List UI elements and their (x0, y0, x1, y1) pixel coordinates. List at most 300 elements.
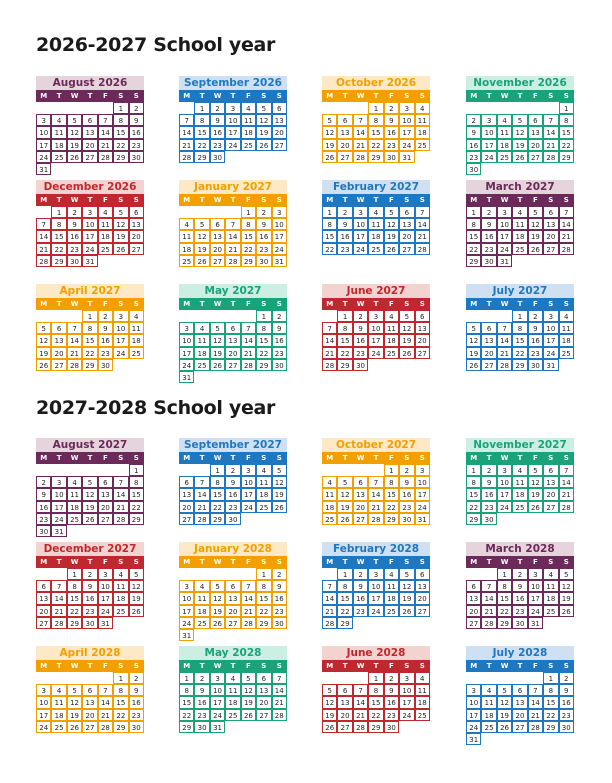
day-cell: 19 (194, 243, 209, 255)
day-cell: 13 (353, 488, 368, 500)
day-cell: 30 (481, 513, 496, 525)
day-cell: 8 (129, 476, 144, 488)
day-cell: 30 (512, 617, 527, 629)
day-cell: 4 (368, 206, 383, 218)
empty-cell (528, 733, 543, 745)
day-cell: 30 (194, 721, 209, 733)
day-cell: 27 (337, 151, 352, 163)
day-cell: 6 (82, 114, 97, 126)
empty-cell (337, 464, 352, 476)
day-cell: 9 (98, 322, 113, 334)
day-cell: 14 (353, 696, 368, 708)
day-cell: 4 (67, 476, 82, 488)
empty-cell (82, 163, 97, 175)
empty-cell (481, 568, 496, 580)
day-cell: 21 (322, 347, 337, 359)
day-cell: 30 (210, 151, 225, 163)
day-cell: 2 (384, 672, 399, 684)
day-cell: 18 (51, 709, 66, 721)
day-cell: 24 (179, 359, 194, 371)
day-cell: 2 (559, 672, 574, 684)
empty-cell (322, 310, 337, 322)
day-cell: 20 (225, 347, 240, 359)
weekday-header: S (256, 90, 271, 102)
empty-cell (36, 672, 51, 684)
day-cell: 4 (194, 580, 209, 592)
day-cell: 20 (399, 230, 414, 242)
day-cell: 20 (256, 696, 271, 708)
day-cell: 7 (272, 672, 287, 684)
empty-cell (512, 733, 527, 745)
year-title: 2026-2027 School year (36, 34, 276, 56)
day-cell: 24 (179, 617, 194, 629)
day-cell: 29 (559, 151, 574, 163)
empty-cell (129, 525, 144, 537)
day-cell: 23 (129, 139, 144, 151)
day-cell: 6 (337, 684, 352, 696)
day-cell: 17 (497, 230, 512, 242)
weekday-header: F (528, 90, 543, 102)
day-cell: 20 (82, 139, 97, 151)
weekday-header: F (98, 90, 113, 102)
day-cell: 15 (210, 488, 225, 500)
day-cell: 4 (113, 568, 128, 580)
empty-cell (241, 151, 256, 163)
weekday-header: W (353, 660, 368, 672)
day-cell: 30 (225, 513, 240, 525)
day-cell: 23 (194, 709, 209, 721)
day-cell: 22 (512, 347, 527, 359)
day-cell: 5 (512, 114, 527, 126)
day-cell: 11 (129, 322, 144, 334)
day-cell: 29 (67, 617, 82, 629)
empty-cell (194, 568, 209, 580)
weekday-header: S (113, 452, 128, 464)
day-cell: 31 (543, 359, 558, 371)
weekday-header: T (368, 298, 383, 310)
month-title: April 2028 (36, 646, 144, 660)
weekday-header: T (337, 90, 352, 102)
weekday-header: W (210, 90, 225, 102)
day-cell: 26 (272, 501, 287, 513)
day-cell: 14 (67, 334, 82, 346)
day-cell: 6 (225, 580, 240, 592)
day-cell: 19 (337, 501, 352, 513)
day-cell: 15 (256, 592, 271, 604)
month-grid (466, 90, 574, 175)
weekday-header: M (36, 556, 51, 568)
day-cell: 17 (399, 126, 414, 138)
empty-cell (51, 102, 66, 114)
day-cell: 20 (36, 605, 51, 617)
day-cell: 9 (528, 322, 543, 334)
weekday-header: F (528, 556, 543, 568)
day-cell: 28 (559, 501, 574, 513)
weekday-header: T (194, 556, 209, 568)
day-cell: 6 (51, 322, 66, 334)
empty-cell (67, 310, 82, 322)
day-cell: 15 (51, 230, 66, 242)
empty-cell (225, 371, 240, 383)
day-cell: 16 (512, 592, 527, 604)
day-cell: 18 (384, 334, 399, 346)
day-cell: 26 (194, 255, 209, 267)
day-cell: 2 (129, 102, 144, 114)
month-grid (466, 298, 574, 371)
day-cell: 12 (113, 218, 128, 230)
day-cell: 31 (399, 151, 414, 163)
day-cell: 18 (497, 139, 512, 151)
day-cell: 8 (368, 114, 383, 126)
day-cell: 3 (179, 322, 194, 334)
empty-cell (225, 568, 240, 580)
day-cell: 8 (322, 218, 337, 230)
month-grid (179, 660, 287, 733)
weekday-header: T (337, 660, 352, 672)
day-cell: 13 (415, 580, 430, 592)
empty-cell (210, 371, 225, 383)
month-title: September 2026 (179, 76, 287, 90)
day-cell: 29 (512, 359, 527, 371)
day-cell: 28 (272, 709, 287, 721)
month-grid (322, 660, 430, 733)
day-cell: 9 (256, 218, 271, 230)
day-cell: 15 (256, 334, 271, 346)
day-cell: 1 (466, 206, 481, 218)
day-cell: 14 (98, 126, 113, 138)
day-cell: 29 (256, 359, 271, 371)
day-cell: 4 (129, 310, 144, 322)
day-cell: 12 (528, 218, 543, 230)
day-cell: 15 (497, 592, 512, 604)
month-title: July 2028 (466, 646, 574, 660)
weekday-header: F (384, 298, 399, 310)
day-cell: 14 (322, 334, 337, 346)
weekday-header: S (113, 660, 128, 672)
day-cell: 20 (272, 126, 287, 138)
day-cell: 15 (466, 488, 481, 500)
empty-cell (194, 629, 209, 641)
day-cell: 7 (415, 206, 430, 218)
day-cell: 25 (129, 347, 144, 359)
day-cell: 7 (36, 218, 51, 230)
day-cell: 4 (51, 114, 66, 126)
day-cell: 2 (528, 310, 543, 322)
day-cell: 12 (512, 126, 527, 138)
day-cell: 15 (337, 334, 352, 346)
weekday-header: M (179, 452, 194, 464)
day-cell: 12 (194, 230, 209, 242)
month-title: November 2026 (466, 76, 574, 90)
day-cell: 14 (559, 476, 574, 488)
day-cell: 5 (82, 476, 97, 488)
day-cell: 6 (512, 684, 527, 696)
weekday-header: W (497, 298, 512, 310)
day-cell: 31 (272, 255, 287, 267)
month-grid (179, 90, 287, 163)
day-cell: 22 (256, 347, 271, 359)
day-cell: 28 (98, 721, 113, 733)
day-cell: 26 (210, 359, 225, 371)
empty-cell (481, 733, 496, 745)
day-cell: 24 (98, 605, 113, 617)
day-cell: 22 (113, 709, 128, 721)
day-cell: 12 (210, 334, 225, 346)
day-cell: 22 (51, 243, 66, 255)
weekday-header: F (241, 452, 256, 464)
day-cell: 17 (36, 709, 51, 721)
day-cell: 19 (256, 126, 271, 138)
day-cell: 17 (353, 230, 368, 242)
day-cell: 19 (272, 488, 287, 500)
month-grid (179, 298, 287, 383)
weekday-header: S (399, 298, 414, 310)
day-cell: 16 (353, 334, 368, 346)
weekday-header: T (51, 556, 66, 568)
empty-cell (543, 255, 558, 267)
month-title: February 2027 (322, 180, 430, 194)
day-cell: 15 (241, 230, 256, 242)
day-cell: 14 (481, 592, 496, 604)
day-cell: 12 (559, 580, 574, 592)
weekday-header: W (353, 556, 368, 568)
day-cell: 20 (466, 605, 481, 617)
weekday-header: T (481, 90, 496, 102)
day-cell: 27 (399, 243, 414, 255)
day-cell: 9 (559, 684, 574, 696)
empty-cell (51, 672, 66, 684)
day-cell: 23 (399, 501, 414, 513)
day-cell: 16 (67, 230, 82, 242)
empty-cell (543, 102, 558, 114)
weekday-header: W (210, 556, 225, 568)
empty-cell (368, 359, 383, 371)
day-cell: 28 (98, 151, 113, 163)
day-cell: 3 (368, 310, 383, 322)
day-cell: 21 (179, 139, 194, 151)
day-cell: 18 (241, 126, 256, 138)
day-cell: 20 (51, 347, 66, 359)
day-cell: 5 (322, 114, 337, 126)
day-cell: 1 (82, 310, 97, 322)
day-cell: 12 (322, 126, 337, 138)
empty-cell (256, 151, 271, 163)
day-cell: 5 (384, 206, 399, 218)
day-cell: 8 (559, 114, 574, 126)
day-cell: 13 (129, 218, 144, 230)
month-title: March 2027 (466, 180, 574, 194)
weekday-header: T (82, 194, 97, 206)
day-cell: 28 (241, 617, 256, 629)
day-cell: 11 (559, 322, 574, 334)
day-cell: 10 (497, 218, 512, 230)
weekday-header: T (337, 452, 352, 464)
day-cell: 13 (512, 696, 527, 708)
day-cell: 20 (543, 488, 558, 500)
weekday-header: M (36, 298, 51, 310)
empty-cell (272, 151, 287, 163)
day-cell: 16 (466, 139, 481, 151)
weekday-header: F (98, 298, 113, 310)
day-cell: 25 (415, 139, 430, 151)
day-cell: 7 (353, 684, 368, 696)
day-cell: 28 (322, 359, 337, 371)
empty-cell (543, 733, 558, 745)
day-cell: 27 (225, 359, 240, 371)
day-cell: 13 (36, 592, 51, 604)
day-cell: 18 (415, 126, 430, 138)
day-cell: 10 (415, 476, 430, 488)
day-cell: 18 (256, 488, 271, 500)
day-cell: 4 (322, 476, 337, 488)
empty-cell (528, 163, 543, 175)
empty-cell (210, 310, 225, 322)
weekday-header: S (256, 556, 271, 568)
weekday-header: M (179, 90, 194, 102)
day-cell: 25 (368, 243, 383, 255)
weekday-header: T (51, 452, 66, 464)
day-cell: 20 (481, 347, 496, 359)
day-cell: 18 (194, 347, 209, 359)
weekday-header: S (415, 90, 430, 102)
weekday-header: F (384, 194, 399, 206)
day-cell: 17 (415, 488, 430, 500)
day-cell: 31 (179, 629, 194, 641)
day-cell: 12 (337, 488, 352, 500)
weekday-header: M (466, 660, 481, 672)
day-cell: 30 (272, 617, 287, 629)
month-title: September 2027 (179, 438, 287, 452)
weekday-header: T (51, 298, 66, 310)
month-calendar (36, 646, 144, 733)
month-calendar (36, 76, 144, 175)
day-cell: 23 (67, 243, 82, 255)
day-cell: 14 (497, 334, 512, 346)
day-cell: 2 (210, 102, 225, 114)
month-calendar (466, 646, 574, 745)
day-cell: 21 (322, 605, 337, 617)
day-cell: 11 (98, 218, 113, 230)
day-cell: 2 (256, 206, 271, 218)
day-cell: 26 (528, 243, 543, 255)
day-cell: 16 (481, 488, 496, 500)
day-cell: 22 (179, 709, 194, 721)
day-cell: 2 (384, 102, 399, 114)
day-cell: 25 (322, 513, 337, 525)
day-cell: 26 (466, 359, 481, 371)
day-cell: 12 (210, 592, 225, 604)
day-cell: 19 (36, 347, 51, 359)
day-cell: 19 (399, 334, 414, 346)
day-cell: 29 (543, 721, 558, 733)
day-cell: 6 (256, 672, 271, 684)
day-cell: 2 (353, 568, 368, 580)
day-cell: 20 (528, 139, 543, 151)
month-grid (36, 298, 144, 371)
day-cell: 9 (129, 684, 144, 696)
day-cell: 7 (241, 322, 256, 334)
day-cell: 9 (272, 322, 287, 334)
month-calendar (322, 438, 430, 525)
day-cell: 3 (481, 114, 496, 126)
month-grid (179, 452, 287, 525)
day-cell: 4 (51, 684, 66, 696)
day-cell: 14 (272, 684, 287, 696)
day-cell: 24 (415, 501, 430, 513)
day-cell: 17 (368, 334, 383, 346)
day-cell: 14 (179, 126, 194, 138)
month-title: April 2027 (36, 284, 144, 298)
day-cell: 16 (129, 126, 144, 138)
day-cell: 18 (322, 501, 337, 513)
weekday-header: F (241, 556, 256, 568)
day-cell: 2 (466, 114, 481, 126)
day-cell: 23 (272, 347, 287, 359)
weekday-header: T (337, 194, 352, 206)
day-cell: 7 (368, 476, 383, 488)
day-cell: 25 (543, 605, 558, 617)
month-calendar (36, 438, 144, 537)
day-cell: 8 (194, 114, 209, 126)
empty-cell (512, 672, 527, 684)
day-cell: 7 (322, 322, 337, 334)
day-cell: 5 (337, 476, 352, 488)
weekday-header: W (353, 298, 368, 310)
day-cell: 1 (337, 568, 352, 580)
day-cell: 17 (368, 592, 383, 604)
day-cell: 26 (384, 243, 399, 255)
empty-cell (466, 672, 481, 684)
weekday-header: F (384, 660, 399, 672)
day-cell: 13 (82, 696, 97, 708)
month-calendar (179, 180, 287, 267)
empty-cell (67, 464, 82, 476)
month-title: May 2028 (179, 646, 287, 660)
day-cell: 1 (113, 672, 128, 684)
day-cell: 1 (51, 206, 66, 218)
day-cell: 20 (82, 709, 97, 721)
day-cell: 31 (82, 255, 97, 267)
empty-cell (129, 255, 144, 267)
month-grid (322, 298, 430, 371)
weekday-header: F (528, 298, 543, 310)
day-cell: 7 (543, 114, 558, 126)
day-cell: 3 (415, 464, 430, 476)
day-cell: 24 (497, 243, 512, 255)
empty-cell (129, 617, 144, 629)
day-cell: 10 (353, 218, 368, 230)
day-cell: 28 (497, 359, 512, 371)
month-calendar (179, 438, 287, 525)
day-cell: 5 (466, 322, 481, 334)
weekday-header: S (129, 556, 144, 568)
day-cell: 9 (272, 580, 287, 592)
day-cell: 28 (322, 617, 337, 629)
weekday-header: W (353, 194, 368, 206)
day-cell: 30 (559, 721, 574, 733)
day-cell: 24 (36, 151, 51, 163)
day-cell: 14 (415, 218, 430, 230)
day-cell: 21 (67, 347, 82, 359)
weekday-header: S (272, 452, 287, 464)
day-cell: 3 (113, 310, 128, 322)
day-cell: 15 (179, 696, 194, 708)
month-grid (466, 556, 574, 629)
day-cell: 27 (415, 605, 430, 617)
day-cell: 5 (241, 672, 256, 684)
day-cell: 1 (194, 102, 209, 114)
weekday-header: S (113, 194, 128, 206)
